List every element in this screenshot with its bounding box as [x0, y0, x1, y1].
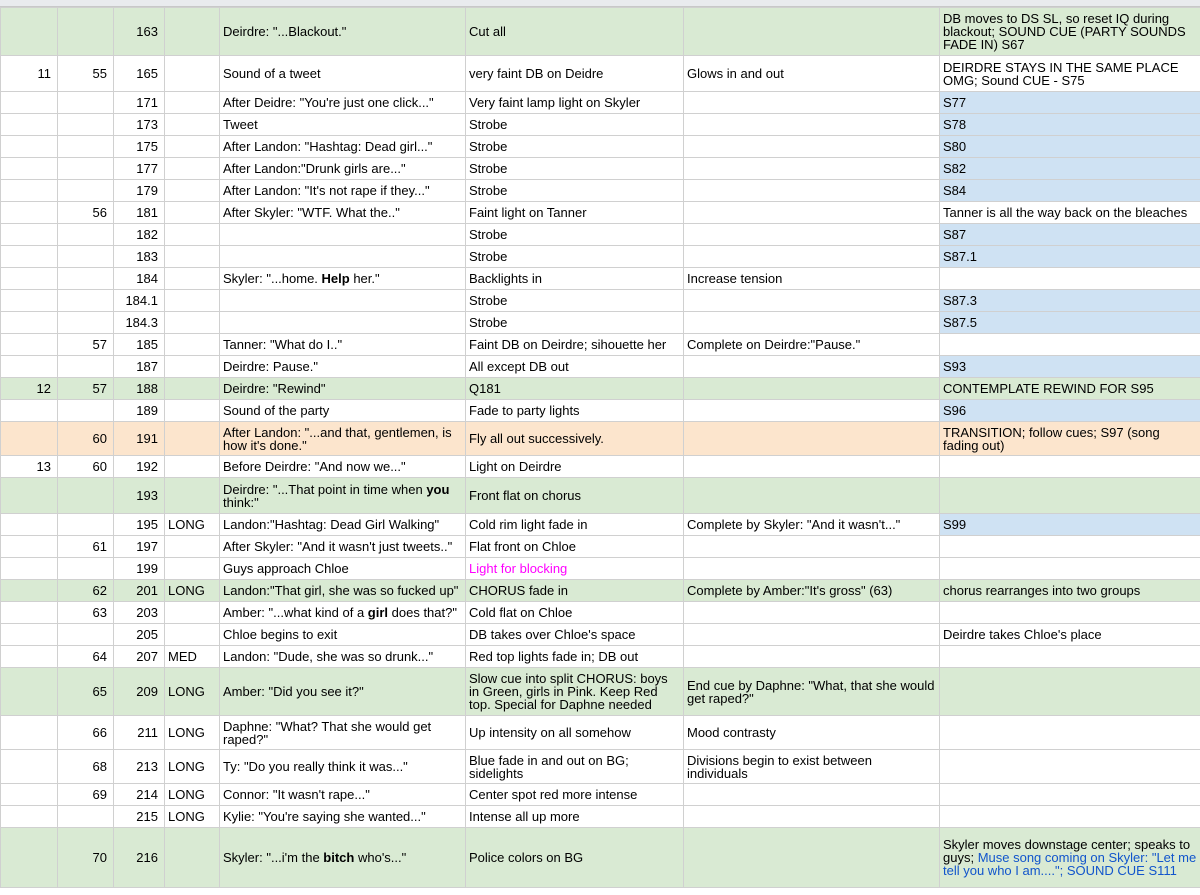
light-description-cell[interactable]: Strobe — [466, 224, 684, 246]
table-row — [1, 580, 1200, 602]
cue-line-cell[interactable] — [220, 312, 466, 334]
notes-cell[interactable]: Mood contrasty — [684, 716, 940, 750]
cue-number-cell[interactable]: 195 — [114, 514, 165, 536]
notes-cell[interactable] — [684, 290, 940, 312]
notes-cell[interactable] — [684, 602, 940, 624]
notes-cell[interactable] — [684, 378, 940, 400]
scene-cell[interactable] — [1, 716, 58, 750]
scene-cell[interactable] — [1, 8, 58, 56]
light-description-cell[interactable]: Strobe — [466, 180, 684, 202]
notes-cell[interactable] — [684, 624, 940, 646]
timing-cell[interactable] — [165, 246, 220, 268]
cue-number-cell[interactable]: 177 — [114, 158, 165, 180]
page-cell[interactable]: 57 — [58, 334, 114, 356]
notes-cell[interactable] — [684, 646, 940, 668]
light-description-cell[interactable]: Very faint lamp light on Skyler — [466, 92, 684, 114]
scene-cell[interactable] — [1, 828, 58, 888]
sound-notes-cell[interactable] — [940, 646, 1200, 668]
notes-cell[interactable]: Increase tension — [684, 268, 940, 290]
cue-line-cell[interactable]: Amber: "Did you see it?" — [220, 668, 466, 716]
table-row — [1, 750, 1200, 784]
table-row — [1, 290, 1200, 312]
cue-number-cell[interactable]: 192 — [114, 456, 165, 478]
table-row — [1, 422, 1200, 456]
cue-number-cell[interactable]: 181 — [114, 202, 165, 224]
page-cell[interactable] — [58, 268, 114, 290]
notes-cell[interactable] — [684, 456, 940, 478]
page-cell[interactable]: 69 — [58, 784, 114, 806]
timing-cell[interactable] — [165, 56, 220, 92]
page-cell[interactable]: 56 — [58, 202, 114, 224]
timing-cell[interactable] — [165, 602, 220, 624]
notes-cell[interactable] — [684, 312, 940, 334]
timing-cell[interactable]: MED — [165, 646, 220, 668]
table-row — [1, 602, 1200, 624]
timing-cell[interactable]: LONG — [165, 716, 220, 750]
cue-line-cell[interactable]: Tanner: "What do I.." — [220, 334, 466, 356]
scene-cell[interactable] — [1, 806, 58, 828]
notes-cell[interactable] — [684, 806, 940, 828]
cue-number-cell[interactable]: 216 — [114, 828, 165, 888]
cue-line-cell[interactable]: After Landon: "Hashtag: Dead girl..." — [220, 136, 466, 158]
light-description-cell[interactable]: Strobe — [466, 136, 684, 158]
cue-line-cell[interactable]: Kylie: "You're saying she wanted..." — [220, 806, 466, 828]
table-row — [1, 378, 1200, 400]
light-description-cell[interactable]: Center spot red more intense — [466, 784, 684, 806]
page-cell[interactable]: 60 — [58, 456, 114, 478]
light-description-cell[interactable]: Fade to party lights — [466, 400, 684, 422]
table-row — [1, 514, 1200, 536]
scene-cell[interactable] — [1, 356, 58, 378]
light-description-cell[interactable]: Cold flat on Chloe — [466, 602, 684, 624]
page-cell[interactable]: 68 — [58, 750, 114, 784]
notes-cell[interactable] — [684, 202, 940, 224]
sound-notes-cell[interactable] — [940, 268, 1200, 290]
scene-cell[interactable] — [1, 136, 58, 158]
cue-line-cell[interactable]: Daphne: "What? That she would get raped?" — [220, 716, 466, 750]
sound-notes-cell[interactable] — [940, 750, 1200, 784]
cue-number-cell[interactable]: 197 — [114, 536, 165, 558]
sound-notes-cell[interactable] — [940, 716, 1200, 750]
table-row — [1, 8, 1200, 56]
notes-cell[interactable] — [684, 114, 940, 136]
timing-cell[interactable] — [165, 558, 220, 580]
notes-cell[interactable] — [684, 92, 940, 114]
cue-number-cell[interactable]: 188 — [114, 378, 165, 400]
table-row — [1, 478, 1200, 514]
cue-line-cell[interactable]: Amber: "...what kind of a girl does that?" — [220, 602, 466, 624]
timing-cell[interactable] — [165, 828, 220, 888]
cue-line-cell[interactable]: Before Deirdre: "And now we..." — [220, 456, 466, 478]
cue-number-cell[interactable]: 203 — [114, 602, 165, 624]
sound-notes-cell[interactable] — [940, 784, 1200, 806]
scene-cell[interactable] — [1, 180, 58, 202]
light-description-cell[interactable]: Light for blocking — [466, 558, 684, 580]
timing-cell[interactable]: LONG — [165, 580, 220, 602]
light-description-cell[interactable]: very faint DB on Deidre — [466, 56, 684, 92]
light-description-cell[interactable]: Police colors on BG — [466, 828, 684, 888]
sound-notes-cell[interactable]: CONTEMPLATE REWIND FOR S95 — [940, 378, 1200, 400]
light-description-cell[interactable]: Strobe — [466, 290, 684, 312]
notes-cell[interactable] — [684, 136, 940, 158]
notes-cell[interactable] — [684, 784, 940, 806]
page-cell[interactable] — [58, 8, 114, 56]
light-description-cell[interactable]: Intense all up more — [466, 806, 684, 828]
cue-line-cell[interactable]: Ty: "Do you really think it was..." — [220, 750, 466, 784]
sound-notes-cell[interactable] — [940, 602, 1200, 624]
scene-cell[interactable] — [1, 668, 58, 716]
page-cell[interactable] — [58, 114, 114, 136]
timing-cell[interactable] — [165, 624, 220, 646]
sound-notes-cell[interactable]: chorus rearranges into two groups — [940, 580, 1200, 602]
table-row — [1, 668, 1200, 716]
cue-line-cell[interactable] — [220, 246, 466, 268]
page-cell[interactable] — [58, 478, 114, 514]
page-cell[interactable]: 70 — [58, 828, 114, 888]
cue-number-cell[interactable]: 207 — [114, 646, 165, 668]
cue-line-cell[interactable] — [220, 290, 466, 312]
table-row — [1, 158, 1200, 180]
page-cell[interactable] — [58, 224, 114, 246]
table-row — [1, 334, 1200, 356]
sound-notes-cell[interactable]: Deirdre takes Chloe's place — [940, 624, 1200, 646]
sound-notes-cell[interactable]: S87.3 — [940, 290, 1200, 312]
table-row — [1, 784, 1200, 806]
sound-notes-cell[interactable]: Skyler moves downstage center; speaks to guys; Muse song coming on Skyler: "Let me tell you who I am...."; SOUND CUE S111 — [940, 828, 1200, 888]
timing-cell[interactable] — [165, 224, 220, 246]
notes-cell[interactable] — [684, 422, 940, 456]
light-description-cell[interactable]: Blue fade in and out on BG; sidelights — [466, 750, 684, 784]
page-cell[interactable]: 61 — [58, 536, 114, 558]
sound-notes-cell[interactable]: S78 — [940, 114, 1200, 136]
scene-cell[interactable] — [1, 750, 58, 784]
cue-number-cell[interactable]: 214 — [114, 784, 165, 806]
notes-cell[interactable] — [684, 828, 940, 888]
scene-cell[interactable] — [1, 514, 58, 536]
notes-cell[interactable]: Complete by Amber:"It's gross" (63) — [684, 580, 940, 602]
scene-cell[interactable]: 11 — [1, 56, 58, 92]
table-row — [1, 356, 1200, 378]
scene-cell[interactable]: 13 — [1, 456, 58, 478]
cue-number-cell[interactable]: 213 — [114, 750, 165, 784]
sound-notes-cell[interactable]: DEIRDRE STAYS IN THE SAME PLACE OMG; Sound CUE - S75 — [940, 56, 1200, 92]
light-description-cell[interactable]: Fly all out successively. — [466, 422, 684, 456]
notes-cell[interactable]: Complete on Deirdre:"Pause." — [684, 334, 940, 356]
page-cell[interactable]: 57 — [58, 378, 114, 400]
table-row — [1, 246, 1200, 268]
table-row — [1, 536, 1200, 558]
scene-cell[interactable] — [1, 92, 58, 114]
cue-line-cell[interactable]: After Landon: "It's not rape if they..." — [220, 180, 466, 202]
table-row — [1, 456, 1200, 478]
cue-line-cell[interactable]: After Landon: "...and that, gentlemen, is how it's done." — [220, 422, 466, 456]
table-row — [1, 646, 1200, 668]
light-description-cell[interactable]: DB takes over Chloe's space — [466, 624, 684, 646]
timing-cell[interactable] — [165, 92, 220, 114]
sound-notes-cell[interactable]: S77 — [940, 92, 1200, 114]
cue-number-cell[interactable]: 185 — [114, 334, 165, 356]
timing-cell[interactable] — [165, 456, 220, 478]
notes-cell[interactable] — [684, 158, 940, 180]
cue-line-cell[interactable]: Deirdre: "Rewind" — [220, 378, 466, 400]
cue-line-cell[interactable]: Skyler: "...home. Help her." — [220, 268, 466, 290]
light-description-cell[interactable]: Light on Deirdre — [466, 456, 684, 478]
light-description-cell[interactable]: Q181 — [466, 378, 684, 400]
sound-notes-cell[interactable]: S99 — [940, 514, 1200, 536]
timing-cell[interactable] — [165, 202, 220, 224]
cue-line-cell[interactable]: After Landon:"Drunk girls are..." — [220, 158, 466, 180]
toolbar-strip — [0, 0, 1200, 7]
cue-line-cell[interactable]: Skyler: "...i'm the bitch who's..." — [220, 828, 466, 888]
scene-cell[interactable] — [1, 158, 58, 180]
cue-number-cell[interactable]: 179 — [114, 180, 165, 202]
light-description-cell[interactable]: Strobe — [466, 246, 684, 268]
cue-number-cell[interactable]: 211 — [114, 716, 165, 750]
page-cell[interactable] — [58, 180, 114, 202]
table-row — [1, 828, 1200, 888]
scene-cell[interactable] — [1, 312, 58, 334]
notes-cell[interactable]: Complete by Skyler: "And it wasn't..." — [684, 514, 940, 536]
cue-line-cell[interactable]: Sound of the party — [220, 400, 466, 422]
cue-line-cell[interactable] — [220, 224, 466, 246]
scene-cell[interactable] — [1, 624, 58, 646]
scene-cell[interactable] — [1, 334, 58, 356]
cue-number-cell[interactable]: 171 — [114, 92, 165, 114]
cue-line-cell[interactable]: After Deidre: "You're just one click..." — [220, 92, 466, 114]
sound-notes-cell[interactable]: DB moves to DS SL, so reset IQ during blackout; SOUND CUE (PARTY SOUNDS FADE IN) S67 — [940, 8, 1200, 56]
scene-cell[interactable] — [1, 202, 58, 224]
cue-line-cell[interactable]: Deirdre: "...Blackout." — [220, 8, 466, 56]
cue-line-cell[interactable]: Landon:"That girl, she was so fucked up" — [220, 580, 466, 602]
cue-number-cell[interactable]: 215 — [114, 806, 165, 828]
cue-number-cell[interactable]: 173 — [114, 114, 165, 136]
cue-number-cell[interactable]: 201 — [114, 580, 165, 602]
table-row — [1, 312, 1200, 334]
scene-cell[interactable] — [1, 478, 58, 514]
page-cell[interactable]: 65 — [58, 668, 114, 716]
sound-notes-cell[interactable]: S80 — [940, 136, 1200, 158]
page-cell[interactable] — [58, 624, 114, 646]
timing-cell[interactable] — [165, 356, 220, 378]
timing-cell[interactable] — [165, 290, 220, 312]
light-description-cell[interactable]: CHORUS fade in — [466, 580, 684, 602]
page-cell[interactable] — [58, 558, 114, 580]
notes-cell[interactable]: Divisions begin to exist between individuals — [684, 750, 940, 784]
scene-cell[interactable] — [1, 422, 58, 456]
scene-cell[interactable] — [1, 246, 58, 268]
cue-number-cell[interactable]: 182 — [114, 224, 165, 246]
page-cell[interactable]: 62 — [58, 580, 114, 602]
table-row — [1, 114, 1200, 136]
sound-notes-cell[interactable]: S84 — [940, 180, 1200, 202]
page-cell[interactable] — [58, 312, 114, 334]
cue-sheet-table — [0, 7, 1200, 888]
timing-cell[interactable] — [165, 536, 220, 558]
table-row — [1, 202, 1200, 224]
timing-cell[interactable] — [165, 334, 220, 356]
timing-cell[interactable] — [165, 114, 220, 136]
sound-notes-cell[interactable] — [940, 456, 1200, 478]
table-row — [1, 136, 1200, 158]
sound-notes-cell[interactable]: S87 — [940, 224, 1200, 246]
cue-line-cell[interactable]: Chloe begins to exit — [220, 624, 466, 646]
timing-cell[interactable]: LONG — [165, 806, 220, 828]
notes-cell[interactable] — [684, 400, 940, 422]
cue-number-cell[interactable]: 187 — [114, 356, 165, 378]
cue-line-cell[interactable]: Tweet — [220, 114, 466, 136]
cue-number-cell[interactable]: 193 — [114, 478, 165, 514]
scene-cell[interactable] — [1, 114, 58, 136]
light-description-cell[interactable]: Slow cue into split CHORUS: boys in Green, girls in Pink. Keep Red top. Special for Daphne needed — [466, 668, 684, 716]
page-cell[interactable] — [58, 356, 114, 378]
timing-cell[interactable] — [165, 180, 220, 202]
timing-cell[interactable] — [165, 478, 220, 514]
light-description-cell[interactable]: Cut all — [466, 8, 684, 56]
light-description-cell[interactable]: Red top lights fade in; DB out — [466, 646, 684, 668]
notes-cell[interactable] — [684, 8, 940, 56]
sound-notes-cell[interactable]: S96 — [940, 400, 1200, 422]
cue-line-cell[interactable]: Guys approach Chloe — [220, 558, 466, 580]
page-cell[interactable] — [58, 158, 114, 180]
table-row — [1, 806, 1200, 828]
scene-cell[interactable] — [1, 580, 58, 602]
sound-notes-cell[interactable]: S87.5 — [940, 312, 1200, 334]
notes-cell[interactable] — [684, 356, 940, 378]
cue-line-cell[interactable]: After Skyler: "WTF. What the.." — [220, 202, 466, 224]
cue-number-cell[interactable]: 209 — [114, 668, 165, 716]
page-cell[interactable]: 60 — [58, 422, 114, 456]
cue-number-cell[interactable]: 175 — [114, 136, 165, 158]
light-description-cell[interactable]: Strobe — [466, 158, 684, 180]
scene-cell[interactable]: 12 — [1, 378, 58, 400]
timing-cell[interactable]: LONG — [165, 514, 220, 536]
cue-line-cell[interactable]: Connor: "It wasn't rape..." — [220, 784, 466, 806]
page-cell[interactable]: 66 — [58, 716, 114, 750]
timing-cell[interactable]: LONG — [165, 784, 220, 806]
table-row — [1, 624, 1200, 646]
table-row — [1, 92, 1200, 114]
sound-notes-cell[interactable]: Tanner is all the way back on the bleaches — [940, 202, 1200, 224]
page-cell[interactable] — [58, 92, 114, 114]
table-row — [1, 224, 1200, 246]
table-row — [1, 268, 1200, 290]
cue-line-cell[interactable]: After Skyler: "And it wasn't just tweets.." — [220, 536, 466, 558]
sound-notes-cell[interactable]: TRANSITION; follow cues; S97 (song fading out) — [940, 422, 1200, 456]
notes-cell[interactable]: Glows in and out — [684, 56, 940, 92]
table-row — [1, 716, 1200, 750]
cue-line-cell[interactable]: Sound of a tweet — [220, 56, 466, 92]
timing-cell[interactable] — [165, 378, 220, 400]
scene-cell[interactable] — [1, 400, 58, 422]
scene-cell[interactable] — [1, 290, 58, 312]
cue-number-cell[interactable]: 205 — [114, 624, 165, 646]
page-cell[interactable] — [58, 806, 114, 828]
light-description-cell[interactable]: Strobe — [466, 312, 684, 334]
cue-number-cell[interactable]: 184 — [114, 268, 165, 290]
sound-notes-cell[interactable]: S93 — [940, 356, 1200, 378]
cue-line-cell[interactable]: Landon: "Dude, she was so drunk..." — [220, 646, 466, 668]
timing-cell[interactable]: LONG — [165, 668, 220, 716]
page-cell[interactable]: 63 — [58, 602, 114, 624]
scene-cell[interactable] — [1, 784, 58, 806]
notes-cell[interactable]: End cue by Daphne: "What, that she would get raped?" — [684, 668, 940, 716]
scene-cell[interactable] — [1, 268, 58, 290]
light-description-cell[interactable]: Backlights in — [466, 268, 684, 290]
light-description-cell[interactable]: Faint light on Tanner — [466, 202, 684, 224]
sound-notes-cell[interactable]: S82 — [940, 158, 1200, 180]
cue-line-cell[interactable]: Deirdre: "...That point in time when you think:" — [220, 478, 466, 514]
light-description-cell[interactable]: Strobe — [466, 114, 684, 136]
page-cell[interactable] — [58, 400, 114, 422]
notes-cell[interactable] — [684, 478, 940, 514]
table-row — [1, 180, 1200, 202]
page-cell[interactable]: 55 — [58, 56, 114, 92]
sound-notes-cell[interactable] — [940, 806, 1200, 828]
sound-notes-cell[interactable] — [940, 668, 1200, 716]
cue-number-cell[interactable]: 199 — [114, 558, 165, 580]
cue-number-cell[interactable]: 189 — [114, 400, 165, 422]
scene-cell[interactable] — [1, 602, 58, 624]
sound-notes-cell[interactable] — [940, 334, 1200, 356]
page-cell[interactable] — [58, 514, 114, 536]
sound-notes-cell[interactable] — [940, 536, 1200, 558]
page-cell[interactable] — [58, 290, 114, 312]
table-row — [1, 56, 1200, 92]
light-description-cell[interactable]: Faint DB on Deirdre; sihouette her — [466, 334, 684, 356]
scene-cell[interactable] — [1, 558, 58, 580]
cue-number-cell[interactable]: 163 — [114, 8, 165, 56]
page-cell[interactable] — [58, 246, 114, 268]
page-cell[interactable]: 64 — [58, 646, 114, 668]
scene-cell[interactable] — [1, 536, 58, 558]
light-description-cell[interactable]: Front flat on chorus — [466, 478, 684, 514]
sound-notes-cell[interactable] — [940, 558, 1200, 580]
cue-number-cell[interactable]: 184.1 — [114, 290, 165, 312]
timing-cell[interactable] — [165, 8, 220, 56]
scene-cell[interactable] — [1, 646, 58, 668]
cue-number-cell[interactable]: 165 — [114, 56, 165, 92]
table-row — [1, 558, 1200, 580]
cue-line-cell[interactable]: Landon:"Hashtag: Dead Girl Walking" — [220, 514, 466, 536]
cue-number-cell[interactable]: 191 — [114, 422, 165, 456]
table-row — [1, 400, 1200, 422]
timing-cell[interactable] — [165, 136, 220, 158]
cue-number-cell[interactable]: 184.3 — [114, 312, 165, 334]
sound-notes-cell[interactable]: S87.1 — [940, 246, 1200, 268]
timing-cell[interactable] — [165, 422, 220, 456]
light-description-cell[interactable]: All except DB out — [466, 356, 684, 378]
sound-notes-cell[interactable] — [940, 478, 1200, 514]
notes-cell[interactable] — [684, 246, 940, 268]
cue-number-cell[interactable]: 183 — [114, 246, 165, 268]
notes-cell[interactable] — [684, 558, 940, 580]
notes-cell[interactable] — [684, 536, 940, 558]
cue-line-cell[interactable]: Deirdre: Pause." — [220, 356, 466, 378]
scene-cell[interactable] — [1, 224, 58, 246]
light-description-cell[interactable]: Flat front on Chloe — [466, 536, 684, 558]
timing-cell[interactable]: LONG — [165, 750, 220, 784]
light-description-cell[interactable]: Up intensity on all somehow — [466, 716, 684, 750]
timing-cell[interactable] — [165, 158, 220, 180]
timing-cell[interactable] — [165, 268, 220, 290]
notes-cell[interactable] — [684, 180, 940, 202]
timing-cell[interactable] — [165, 312, 220, 334]
notes-cell[interactable] — [684, 224, 940, 246]
timing-cell[interactable] — [165, 400, 220, 422]
page-cell[interactable] — [58, 136, 114, 158]
light-description-cell[interactable]: Cold rim light fade in — [466, 514, 684, 536]
